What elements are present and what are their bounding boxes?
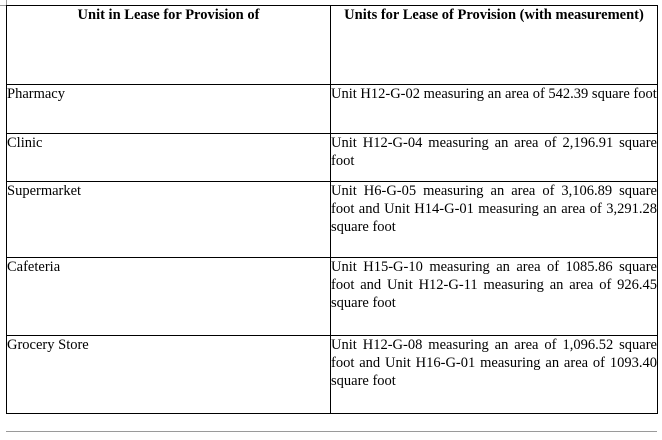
unit-name-cell: Grocery Store xyxy=(7,336,331,414)
unit-description-cell: Unit H12-G-04 measuring an area of 2,196.91 square foot xyxy=(331,134,658,182)
unit-description-cell: Unit H12-G-08 measuring an area of 1,096.52 square foot and Unit H16-G-01 measuring an area of 1093.40 square foot xyxy=(331,336,658,414)
unit-name-cell: Supermarket xyxy=(7,182,331,258)
unit-description-cell: Unit H15-G-10 measuring an area of 1085.86 square foot and Unit H12-G-11 measuring an area of 926.45 square foot xyxy=(331,258,658,336)
table-row xyxy=(7,336,658,414)
unit-name-cell: Clinic xyxy=(7,134,331,182)
unit-description-cell: Unit H12-G-02 measuring an area of 542.39 square foot xyxy=(331,85,658,134)
header-units-for-lease: Units for Lease of Provision (with measurement) xyxy=(331,6,658,85)
unit-name-cell: Cafeteria xyxy=(7,258,331,336)
table-header-row xyxy=(7,6,658,85)
unit-name-cell: Pharmacy xyxy=(7,85,331,134)
lease-units-table xyxy=(6,5,658,414)
table-row xyxy=(7,134,658,182)
table-row xyxy=(7,258,658,336)
header-unit-in-lease: Unit in Lease for Provision of xyxy=(7,6,331,85)
table-row xyxy=(7,182,658,258)
unit-description-cell: Unit H6-G-05 measuring an area of 3,106.89 square foot and Unit H14-G-01 measuring an area of 3,291.28 square foot xyxy=(331,182,658,258)
table-row xyxy=(7,85,658,134)
page-bottom-rule xyxy=(6,431,657,432)
